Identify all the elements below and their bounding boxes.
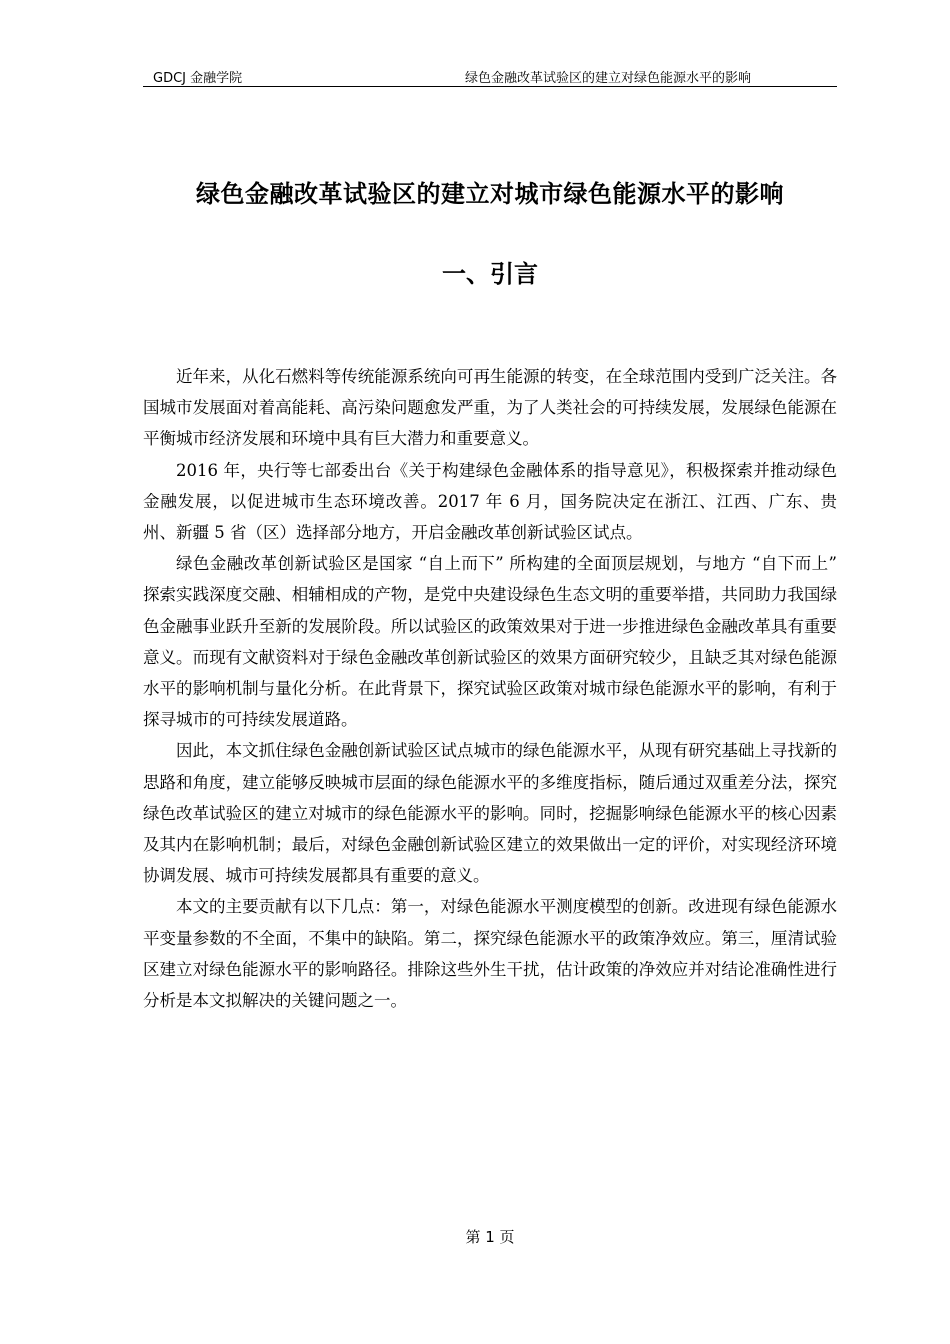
paragraph: 2016 年，央行等七部委出台《关于构建绿色金融体系的指导意见》，积极探索并推动绿色金融发展，以促进城市生态环境改善。2017 年 6 月，国务院决定在浙江、江西、广东、贵州、新疆 5 省（区）选择部分地方，开启金融改革创新试验区试点。 — [143, 460, 837, 543]
page-number: 第 1 页 — [465, 1228, 515, 1246]
header-right-text: 绿色金融改革试验区的建立对绿色能源水平的影响 — [464, 71, 751, 86]
document-title: 绿色金融改革试验区的建立对城市绿色能源水平的影响 — [196, 180, 784, 208]
section-heading: 一、引言 — [442, 260, 538, 288]
paragraph: 本文的主要贡献有以下几点：第一，对绿色能源水平测度模型的创新。改进现有绿色能源水平变量参数的不全面，不集中的缺陷。第二，探究绿色能源水平的政策净效应。第三，厘清试验区建立对绿色能源水平的影响路径。排除这些外生干扰，估计政策的净效应并对结论准确性进行分析是本文拟解决的关键问题之一。 — [143, 897, 837, 1011]
body-text — [143, 361, 837, 1016]
paragraph: 近年来，从化石燃料等传统能源系统向可再生能源的转变，在全球范围内受到广泛关注。各国城市发展面对着高能耗、高污染问题愈发严重，为了人类社会的可持续发展，发展绿色能源在平衡城市经济发展和环境中具有巨大潜力和重要意义。 — [143, 367, 837, 449]
paragraph: 绿色金融改革创新试验区是国家 “自上而下” 所构建的全面顶层规划，与地方 “自下而上” 探索实践深度交融、相辅相成的产物，是党中央建设绿色生态文明的重要举措，共同助力我国绿色金融事业跃升至新的发展阶段。所以试验区的政策效果对于进一步推进绿色金融改革具有重要意义。而现有文献资料对于绿色金融改革创新试验区的效果方面研究较少，且缺乏其对绿色能源水平的影响机制与量化分析。在此背景下，探究试验区政策对城市绿色能源水平的影响，有利于探寻城市的可持续发展道路。 — [143, 554, 837, 730]
header-left-text: GDCJ 金融学院 — [153, 71, 243, 86]
paragraph: 因此，本文抓住绿色金融创新试验区试点城市的绿色能源水平，从现有研究基础上寻找新的思路和角度，建立能够反映城市层面的绿色能源水平的多维度指标，随后通过双重差分法，探究绿色改革试验区的建立对城市的绿色能源水平的影响。同时，挖掘影响绿色能源水平的核心因素及其内在影响机制；最后，对绿色金融创新试验区建立的效果做出一定的评价，对实现经济环境协调发展、城市可持续发展都具有重要的意义。 — [143, 741, 837, 886]
page-header — [143, 66, 837, 87]
